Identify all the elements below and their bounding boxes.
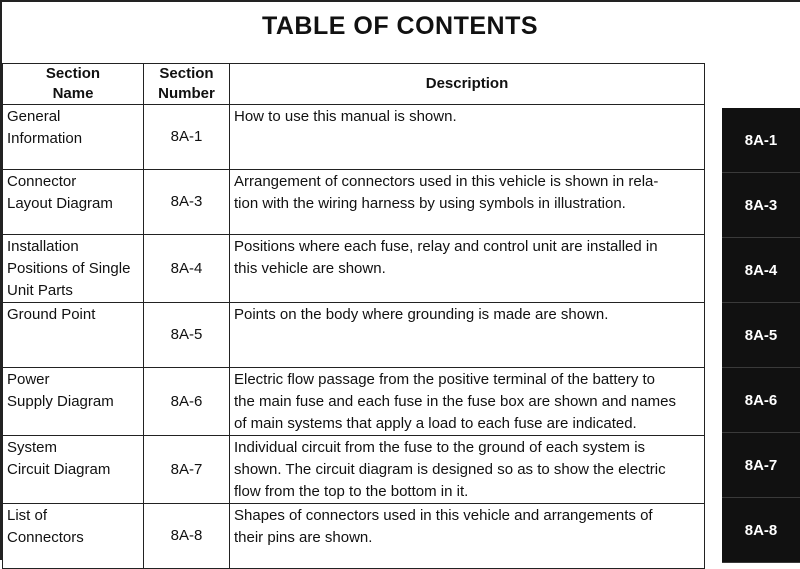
section-name-line: Connectors — [7, 529, 84, 546]
description-line: the main fuse and each fuse in the fuse box are shown and names — [234, 393, 676, 410]
header-row — [3, 64, 705, 105]
section-name-cell — [3, 368, 144, 436]
description-line: Electric flow passage from the positive terminal of the battery to — [234, 371, 656, 388]
description-cell — [230, 170, 705, 235]
section-name-line: Installation — [7, 238, 79, 255]
section-tab[interactable]: 8A-1 — [722, 108, 800, 173]
table-row — [3, 170, 705, 235]
section-name-cell — [3, 303, 144, 368]
table-row — [3, 105, 705, 170]
table-row — [3, 303, 705, 368]
section-name-line: Unit Parts — [7, 282, 73, 299]
section-name-line: Positions of Single — [7, 260, 131, 277]
page-title: TABLE OF CONTENTS — [261, 12, 539, 40]
header-section-name — [3, 64, 144, 105]
section-tab[interactable]: 8A-6 — [722, 368, 800, 433]
description-cell — [230, 504, 705, 569]
table-row — [3, 235, 705, 303]
section-tab[interactable]: 8A-4 — [722, 238, 800, 303]
description-line: Arrangement of connectors used in this vehicle is shown in rela- — [234, 173, 659, 190]
section-name-line: General — [7, 108, 61, 125]
header-line: Section — [159, 65, 214, 82]
section-number-cell: 8A-3 — [144, 170, 230, 235]
description-line: shown. The circuit diagram is designed so as to show the electric — [234, 461, 666, 478]
section-number-cell: 8A-5 — [144, 303, 230, 368]
description-line: How to use this manual is shown. — [234, 108, 457, 125]
header-line: Number — [158, 85, 215, 102]
section-name-line: Power — [7, 371, 50, 388]
section-number-cell: 8A-8 — [144, 504, 230, 569]
section-tab[interactable]: 8A-5 — [722, 303, 800, 368]
description-cell — [230, 105, 705, 170]
contents-table — [2, 63, 705, 569]
section-tab[interactable]: 8A-8 — [722, 498, 800, 563]
section-number-cell: 8A-7 — [144, 436, 230, 504]
header-line: Section — [45, 65, 101, 82]
header-section-number — [144, 64, 230, 105]
header-description — [230, 64, 705, 105]
header-line: Description — [425, 75, 509, 92]
description-line: of main systems that apply a load to each fuse are indicated. — [234, 415, 637, 432]
section-name-line: Information — [7, 130, 83, 147]
description-line: tion with the wiring harness by using symbols in illustration. — [234, 195, 626, 212]
description-line: Shapes of connectors used in this vehicle and arrangements of — [234, 507, 653, 524]
description-cell — [230, 368, 705, 436]
description-line: flow from the top to the bottom in it. — [234, 483, 469, 500]
section-name-cell — [3, 170, 144, 235]
section-number-cell: 8A-4 — [144, 235, 230, 303]
description-line: Individual circuit from the fuse to the ground of each system is — [234, 439, 646, 456]
table-row — [3, 368, 705, 436]
section-name-line: System — [7, 439, 58, 456]
table-row — [3, 436, 705, 504]
section-name-cell — [3, 504, 144, 569]
section-number-cell: 8A-6 — [144, 368, 230, 436]
description-line: this vehicle are shown. — [234, 260, 386, 277]
description-line: Positions where each fuse, relay and control unit are installed in — [234, 238, 658, 255]
section-name-line: Connector — [7, 173, 77, 190]
description-line: Points on the body where grounding is made are shown. — [234, 306, 609, 323]
section-name-line: Ground Point — [7, 306, 96, 323]
description-cell — [230, 303, 705, 368]
section-tabs — [722, 108, 800, 560]
description-line: their pins are shown. — [234, 529, 373, 546]
section-tab[interactable]: 8A-7 — [722, 433, 800, 498]
section-number-cell: 8A-1 — [144, 105, 230, 170]
section-name-cell — [3, 235, 144, 303]
section-name-line: Circuit Diagram — [7, 461, 111, 478]
header-line: Name — [52, 85, 94, 102]
table-row — [3, 504, 705, 569]
section-name-cell — [3, 105, 144, 170]
section-name-cell — [3, 436, 144, 504]
section-tab[interactable]: 8A-3 — [722, 173, 800, 238]
section-name-line: Layout Diagram — [7, 195, 113, 212]
section-name-line: List of — [7, 507, 48, 524]
description-cell — [230, 436, 705, 504]
section-name-line: Supply Diagram — [7, 393, 114, 410]
description-cell — [230, 235, 705, 303]
